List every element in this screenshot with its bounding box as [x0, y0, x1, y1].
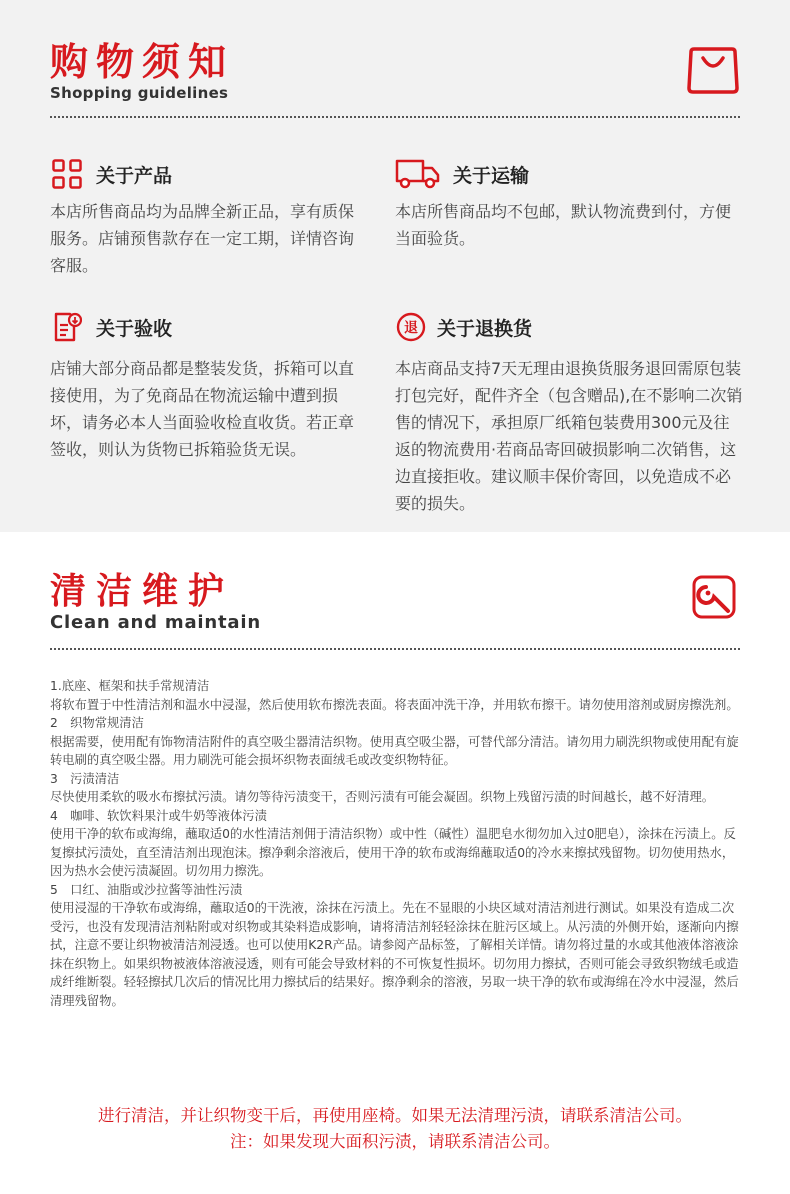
section-product-title: 关于产品 [96, 164, 173, 187]
return-badge-char: 退 [404, 320, 418, 337]
cleaning-title-block [50, 570, 261, 632]
truck-icon [395, 157, 441, 191]
section-inspection-body: 店铺大部分商品都是整装发货，拆箱可以直接使用，为了免商品在物流运输中遭到损坏，请务必本人当面验收检直收货。若正章签收，则认为货物已拆箱验货无误。 [50, 359, 355, 459]
footer-note: 注：如果发现大面积污渍，请联系清洁公司。 [230, 1132, 560, 1151]
section-returns-header [395, 310, 532, 344]
cleaning-paragraph: 1.底座、框架和扶手常规清洁 [50, 679, 210, 693]
section-inspection-header [50, 310, 172, 344]
divider [50, 116, 740, 118]
cleaning-paragraph: 3 污渍清洁 [50, 771, 120, 786]
section-inspection-title: 关于验收 [96, 317, 173, 340]
cleaning-subtitle: Clean and maintain [50, 612, 261, 633]
wrench-icon [692, 575, 740, 627]
section-returns-title: 关于退换货 [437, 317, 533, 340]
document-download-icon [50, 310, 84, 344]
cleaning-paragraph: 尽快使用柔软的吸水布擦拭污渍。请勿等待污渍变干，否则污渍有可能会凝固。织物上残留污渍的时间越长，越不好清理。 [50, 790, 715, 804]
section-shipping-header [395, 157, 529, 191]
cleaning-paragraph: 5 口红、油脂或沙拉酱等油性污渍 [50, 882, 243, 897]
footer-note: 进行清洁，并让织物变干后，再使用座椅。如果无法清理污渍，请联系清洁公司。 [98, 1106, 692, 1125]
cleaning-title: 清洁维护 [50, 571, 235, 612]
divider [50, 648, 740, 650]
cleaning-paragraph: 将软布置于中性清洁剂和温水中浸湿，然后使用软布擦洗表面。将表面冲洗干净，并用软布擦干。请勿使用溶剂或厨房擦洗剂。 [50, 697, 739, 712]
cleaning-paragraph: 4 咖啡、软饮料果汁或牛奶等液体污渍 [50, 808, 267, 823]
section-product-body: 本店所售商品均为品牌全新正品，享有质保服务。店铺预售款存在一定工期，详情咨询客服。 [50, 202, 355, 275]
shopping-title: 购物须知 [50, 40, 235, 84]
cleaning-paragraph: 2 织物常规清洁 [50, 716, 144, 730]
section-shipping-body: 本店所售商品均不包邮，默认物流费到付，方便当面验货。 [395, 202, 732, 248]
shopping-subtitle: Shopping guidelines [50, 84, 229, 102]
cleaning-paragraph: 使用浸湿的干净软布或海绵，蘸取适0的干洗液，涂抹在污渍上。先在不显眼的小块区域对清洁剂进行测试。如果没有造成二次受污，也没有发现清洁剂粘附或对织物或其染料造成影响，请将清洁剂轻轻涂抹在脏污区域上。从污渍的外侧开始，逐渐向内擦拭，注意不要让织物被清洁剂浸透。也可以使用K2R产品。请参阅产品标签，了解相关详情。请勿将过量的水或其他液体溶液涂抹在织物上。如果织物被液体溶液浸透，则有可能会导致材料的不可恢复性损坏。切勿用力擦拭，否则可能会寻致织物绒毛或造成纤维断裂。轻轻擦拭几次后的情况比用力擦拭后的结果好。擦净剩余的溶液，另取一块干净的软布或海绵在冷水中浸湿，然后清理残留物。 [50, 901, 739, 1008]
section-product-header [50, 157, 172, 191]
grid-icon [50, 157, 84, 191]
shopping-bag-icon [686, 44, 740, 100]
section-shipping-title: 关于运输 [453, 164, 530, 187]
shopping-title-block [50, 40, 234, 102]
return-badge-icon [395, 310, 427, 344]
cleaning-paragraph: 使用干净的软布或海绵，蘸取适0的水性清洁剂佣于清洁织物）或中性（碱性）温肥皂水彻勿加入过0肥皂），涂抹在污渍上。反复擦拭污渍处，直至清洁剂出现泡沫。擦净剩余溶液后，使用干净的软布或海绵蘸取适0的冷水来擦拭残留物。切勿使用热水，因为热水会使污渍凝固。切勿用力擦洗。 [50, 827, 736, 878]
cleaning-paragraph: 根据需要，使用配有饰物清洁附件的真空吸尘器清洁织物。使用真空吸尘器，可替代部分清洁。请勿用力刷洗织物或使用配有旋转电刷的真空吸尘器。用力刷洗可能会损坏织物表面绒毛或改变织物特征。 [50, 734, 739, 767]
section-returns-body: 本店商品支持7天无理由退换货服务退回需原包装打包完好，配件齐全（包含赠品),在不影响二次销售的情况下，承担原厂纸箱包装费用300元及往返的物流费用·若商品寄回破损影响二次销售，这边直接拒收。建议顺丰保价寄回，以免造成不必要的损失。 [395, 359, 743, 513]
cleaning-instructions [50, 677, 742, 1010]
